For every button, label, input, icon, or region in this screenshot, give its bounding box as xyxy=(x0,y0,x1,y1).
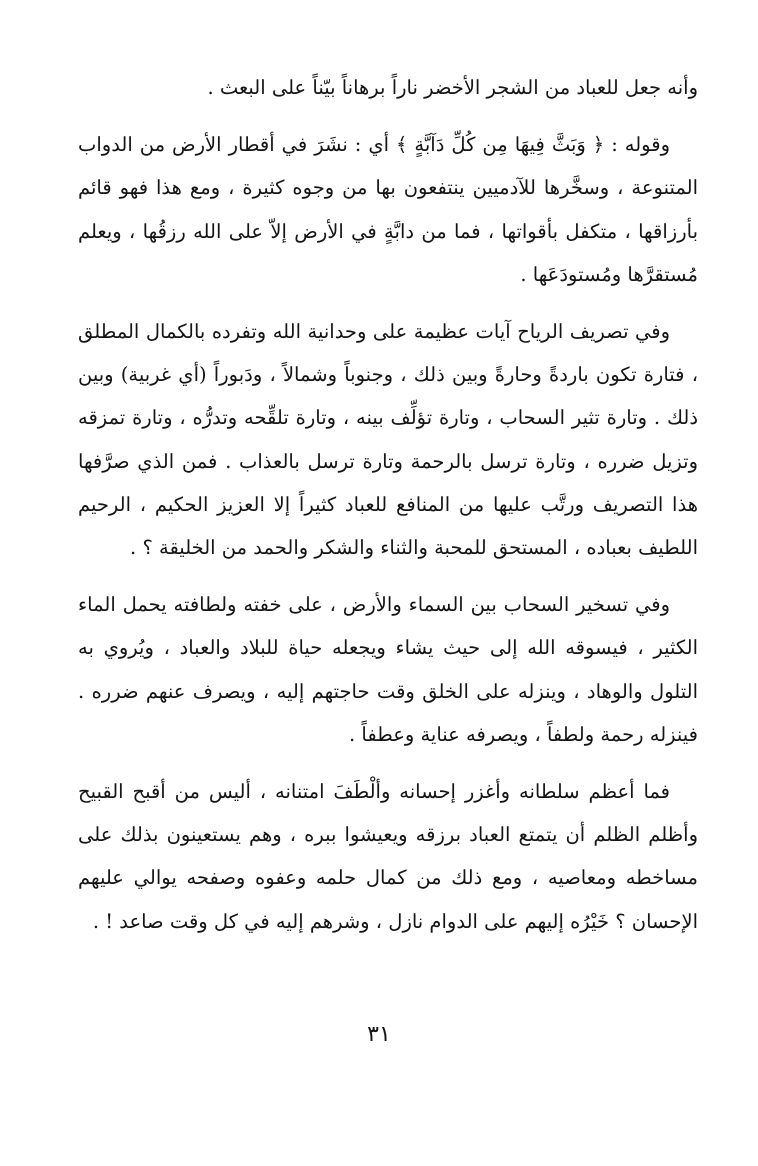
paragraph-3: وفي تصريف الرياح آيات عظيمة على وحدانية الله وتفرده بالكمال المطلق ، فتارة تكون باردةً وحارةً وبين ذلك ، وجنوباً وشمالاً ، ودَبوراً (أي غربية) وبين ذلك . وتارة تثير السحاب ، وتارة تؤلِّف بينه ، وتارة تلقِّحه وتدرُّه ، وتارة تمزقه وتزيل ضرره ، وتارة ترسل بالرحمة وتارة ترسل بالعذاب . فمن الذي صرَّفها هذا التصريف ورتَّب عليها من المنافع للعباد كثيراً إلا العزيز الحكيم ، الرحيم اللطيف بعباده ، المستحق للمحبة والثناء والشكر والحمد من الخليقة ؟ . xyxy=(78,320,698,560)
paragraph-4: وفي تسخير السحاب بين السماء والأرض ، على خفته ولطافته يحمل الماء الكثير ، فيسوقه الله إلى حيث يشاء ويجعله حياة للبلاد والعباد ، ويُروي به التلول والوهاد ، وينزله على الخلق وقت حاجتهم إليه ، ويصرف عنهم ضرره . فينزله رحمة ولطفاً ، ويصرفه عناية وعطفاً . xyxy=(78,593,698,746)
paragraph-2: وقوله : ﴿ وَبَثَّ فِيهَا مِن كُلِّ دَآبَّةٍ ﴾ أي : نشَرَ في أقطار الأرض من الدواب المتنوعة ، وسخَّرها للآدميين ينتفعون بها من وجوه كثيرة ، ومع هذا فهو قائم بأرزاقها ، متكفل بأقواتها ، فما من دابَّةٍ في الأرض إلاّ على الله رزقُها ، ويعلم مُستقرَّها ومُستودَعَها . xyxy=(78,133,698,286)
paragraph-1: وأنه جعل للعباد من الشجر الأخضر ناراً برهاناً بيّناً على البعث . xyxy=(207,76,698,99)
paragraph-5: فما أعظم سلطانه وأغزر إحسانه وألْطَفَ امتنانه ، أليس من أقبح القبيح وأظلم الظلم أن يتمتع العباد برزقه ويعيشوا ببره ، وهم يستعينون بذلك على مساخطه ومعاصيه ، ومع ذلك من كمال حلمه وعفوه وصفحه يوالي عليهم الإحسان ؟ خَيْرُه إليهم على الدوام نازل ، وشرهم إليه في كل وقت صاعد ! . xyxy=(78,780,698,933)
page-number: ٣١ xyxy=(367,1022,391,1047)
body-text xyxy=(78,66,698,957)
